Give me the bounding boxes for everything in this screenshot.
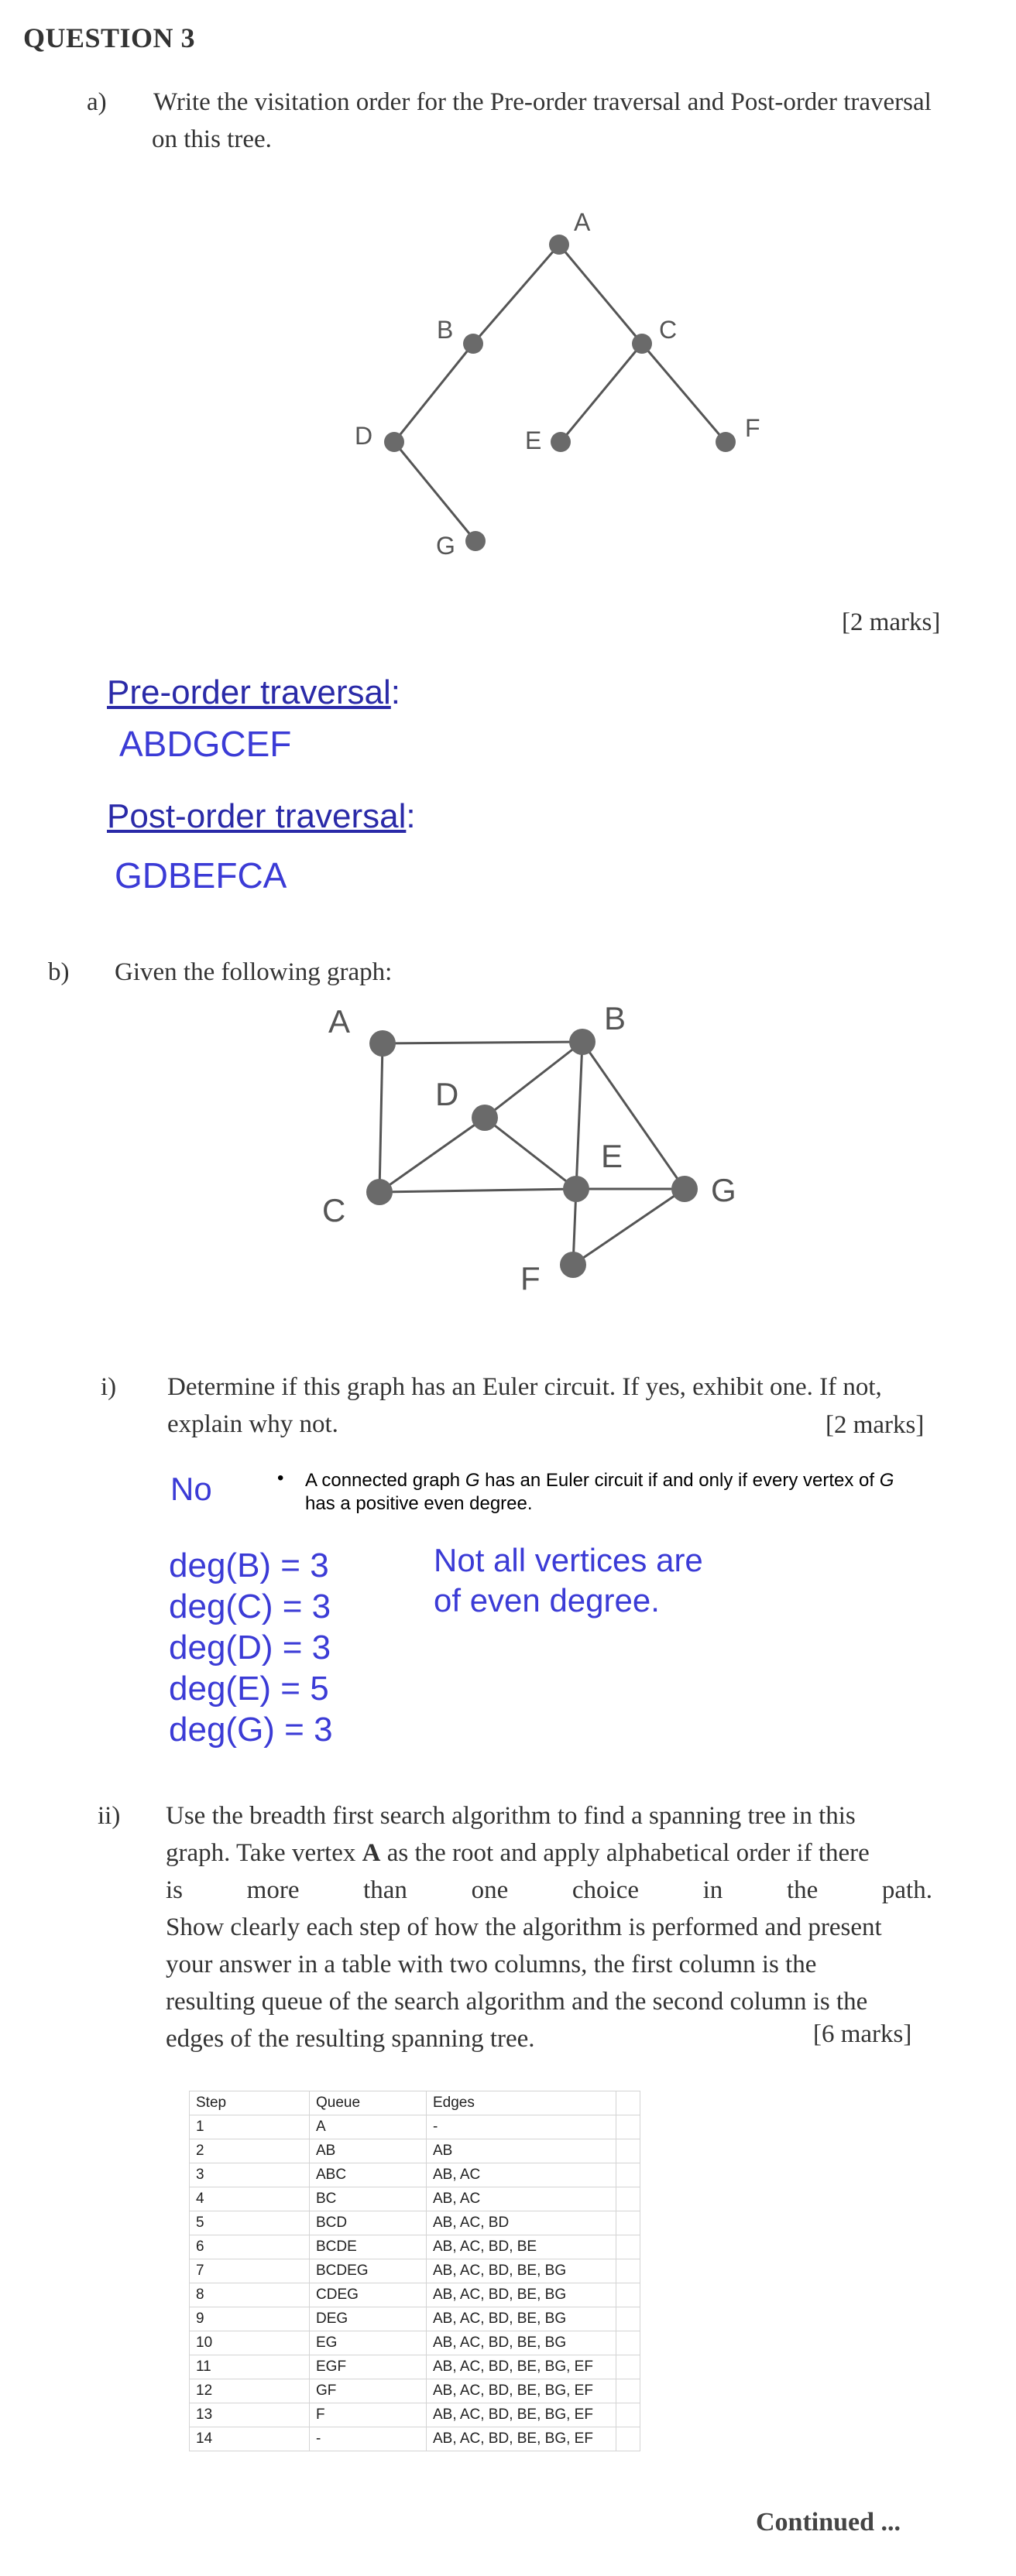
- preorder-answer: ABDGCEF: [119, 724, 292, 764]
- graph-edge-b-d: [485, 1042, 582, 1118]
- sub-ii-line6: resulting queue of the search algorithm and the second column is the: [166, 1988, 868, 2016]
- tree-edge-b-d: [394, 344, 473, 442]
- tree-edge-c-f: [642, 344, 726, 442]
- step-cell: 11: [190, 2355, 310, 2379]
- edges-cell: AB, AC: [427, 2187, 616, 2211]
- graph-label-d: D: [435, 1076, 459, 1112]
- table-row: [190, 2331, 640, 2355]
- header-blank: [616, 2091, 640, 2115]
- graph-edge-a-b: [383, 1042, 582, 1043]
- sub-ii-line2: graph. Take vertex A as the root and apply alphabetical order if there: [166, 1839, 870, 1867]
- sub-ii-line1: Use the breadth first search algorithm to find a spanning tree in this: [166, 1802, 856, 1830]
- tree-label-g: G: [436, 532, 455, 560]
- sub-ii-line3: is more than one choice in the path.: [166, 1876, 932, 1904]
- degree-c: deg(C) = 3: [169, 1588, 331, 1625]
- postorder-label: Post-order traversal: [107, 797, 407, 835]
- theorem-bullet: •: [277, 1468, 284, 1488]
- graph-label-a: A: [328, 1003, 351, 1040]
- bfs-table: [189, 2091, 640, 2451]
- tree-edges: [394, 245, 726, 541]
- edges-cell: AB, AC, BD, BE, BG, EF: [427, 2403, 616, 2427]
- table-row: [190, 2139, 640, 2163]
- edges-cell: AB, AC, BD, BE: [427, 2235, 616, 2259]
- step-cell: 5: [190, 2211, 310, 2235]
- tree-label-e: E: [525, 426, 542, 454]
- part-b-label: b): [48, 958, 70, 986]
- queue-cell: EGF: [310, 2355, 427, 2379]
- sub-ii-line5: your answer in a table with two columns, the first column is the: [166, 1951, 817, 1978]
- graph-edge-b-g: [582, 1042, 685, 1189]
- degree-note-line1: Not all vertices are: [434, 1542, 703, 1578]
- graph-node-d: [472, 1105, 498, 1131]
- edges-cell: AB, AC, BD, BE, BG: [427, 2283, 616, 2307]
- table-row: [190, 2307, 640, 2331]
- queue-cell: BC: [310, 2187, 427, 2211]
- theorem-line1: A connected graph G has an Euler circuit if and only if every vertex of G: [305, 1470, 894, 1491]
- degree-note: [434, 1540, 703, 1621]
- edges-cell: -: [427, 2115, 616, 2139]
- blank-cell: [616, 2427, 640, 2451]
- tree-node-c: [632, 334, 652, 354]
- preorder-label: Pre-order traversal: [107, 673, 391, 711]
- tree-edge-a-b: [473, 245, 559, 344]
- step-cell: 7: [190, 2259, 310, 2283]
- graph-node-c: [366, 1179, 393, 1205]
- tree-edge-d-g: [394, 442, 475, 541]
- sub-i-label: i): [101, 1373, 117, 1401]
- question-title: QUESTION 3: [23, 22, 196, 53]
- queue-cell: BCD: [310, 2211, 427, 2235]
- queue-cell: BCDEG: [310, 2259, 427, 2283]
- step-cell: 3: [190, 2163, 310, 2187]
- part-a-line2: on this tree.: [152, 125, 272, 153]
- table-row: [190, 2235, 640, 2259]
- sub-ii-line7: edges of the resulting spanning tree.: [166, 2025, 535, 2053]
- queue-cell: GF: [310, 2379, 427, 2403]
- graph-label-e: E: [601, 1138, 623, 1174]
- tree-label-a: A: [574, 208, 591, 236]
- postorder-colon: :: [406, 797, 416, 835]
- graph-label-b: B: [604, 1000, 626, 1036]
- blank-cell: [616, 2355, 640, 2379]
- blank-cell: [616, 2187, 640, 2211]
- tree-label-d: D: [355, 422, 373, 450]
- degree-b: deg(B) = 3: [169, 1547, 329, 1584]
- blank-cell: [616, 2211, 640, 2235]
- sub-ii-line4: Show clearly each step of how the algorithm is performed and present: [166, 1913, 882, 1941]
- blank-cell: [616, 2139, 640, 2163]
- graph-edge-c-e: [379, 1189, 576, 1192]
- graph-node-a: [369, 1030, 396, 1057]
- postorder-heading: [107, 797, 416, 836]
- step-cell: 9: [190, 2307, 310, 2331]
- step-cell: 14: [190, 2427, 310, 2451]
- edges-cell: AB, AC, BD, BE, BG, EF: [427, 2379, 616, 2403]
- blank-cell: [616, 2115, 640, 2139]
- step-cell: 13: [190, 2403, 310, 2427]
- table-row: [190, 2115, 640, 2139]
- step-cell: 10: [190, 2331, 310, 2355]
- tree-label-f: F: [745, 414, 760, 442]
- queue-cell: DEG: [310, 2307, 427, 2331]
- table-row: [190, 2259, 640, 2283]
- queue-cell: AB: [310, 2139, 427, 2163]
- degree-note-line2: of even degree.: [434, 1582, 660, 1619]
- blank-cell: [616, 2331, 640, 2355]
- graph-edge-a-c: [379, 1043, 383, 1192]
- table-row: [190, 2403, 640, 2427]
- step-cell: 1: [190, 2115, 310, 2139]
- edges-cell: AB, AC, BD, BE, BG, EF: [427, 2355, 616, 2379]
- step-cell: 2: [190, 2139, 310, 2163]
- blank-cell: [616, 2283, 640, 2307]
- table-row: [190, 2163, 640, 2187]
- part-b-intro: Given the following graph:: [115, 958, 393, 986]
- graph-label-c: C: [322, 1192, 346, 1228]
- queue-cell: EG: [310, 2331, 427, 2355]
- edges-cell: AB, AC, BD: [427, 2211, 616, 2235]
- preorder-colon: :: [390, 673, 401, 711]
- graph-edge-b-e: [576, 1042, 582, 1189]
- table-row: [190, 2379, 640, 2403]
- tree-node-e: [551, 432, 571, 452]
- euler-answer: No: [170, 1471, 212, 1507]
- binary-tree-diagram: [0, 0, 1016, 588]
- step-cell: 8: [190, 2283, 310, 2307]
- sub-ii-marks: [6 marks]: [813, 2020, 912, 2048]
- tree-label-c: C: [659, 316, 678, 344]
- sub-i-line2: explain why not.: [167, 1410, 338, 1438]
- tree-label-b: B: [437, 316, 454, 344]
- graph-node-g: [671, 1176, 698, 1202]
- degree-list: [169, 1545, 333, 1750]
- edges-cell: AB, AC, BD, BE, BG, EF: [427, 2427, 616, 2451]
- graph-edge-f-g: [573, 1189, 685, 1265]
- graph-node-e: [563, 1176, 589, 1202]
- theorem-line2: has a positive even degree.: [305, 1493, 533, 1514]
- queue-cell: -: [310, 2427, 427, 2451]
- sub-i-line1: Determine if this graph has an Euler circuit. If yes, exhibit one. If not,: [167, 1373, 882, 1401]
- blank-cell: [616, 2163, 640, 2187]
- graph-edges: [379, 1042, 685, 1265]
- blank-cell: [616, 2307, 640, 2331]
- graph-label-g: G: [711, 1172, 736, 1208]
- tree-node-a: [549, 235, 569, 255]
- tree-node-f: [716, 432, 736, 452]
- blank-cell: [616, 2379, 640, 2403]
- table-row: [190, 2187, 640, 2211]
- queue-cell: CDEG: [310, 2283, 427, 2307]
- header-step: Step: [190, 2091, 310, 2115]
- graph-diagram: [0, 991, 1016, 1316]
- tree-node-b: [463, 334, 483, 354]
- graph-edge-d-e: [485, 1118, 576, 1189]
- part-a-label: a): [87, 88, 107, 116]
- graph-node-f: [560, 1252, 586, 1278]
- edges-cell: AB, AC, BD, BE, BG: [427, 2331, 616, 2355]
- graph-node-b: [569, 1029, 596, 1055]
- tree-edge-c-e: [561, 344, 642, 442]
- continued-footer: Continued ...: [756, 2508, 901, 2537]
- step-cell: 4: [190, 2187, 310, 2211]
- degree-d: deg(D) = 3: [169, 1629, 331, 1667]
- part-a-line1: Write the visitation order for the Pre-order traversal and Post-order traversal: [153, 88, 932, 116]
- blank-cell: [616, 2235, 640, 2259]
- header-queue: Queue: [310, 2091, 427, 2115]
- edges-cell: AB, AC: [427, 2163, 616, 2187]
- queue-cell: ABC: [310, 2163, 427, 2187]
- degree-g: deg(G) = 3: [169, 1711, 333, 1749]
- tree-node-d: [384, 432, 404, 452]
- sub-ii-label: ii): [98, 1802, 121, 1830]
- graph-edge-c-d: [379, 1118, 485, 1192]
- sub-i-marks: [2 marks]: [826, 1411, 925, 1439]
- edges-cell: AB: [427, 2139, 616, 2163]
- table-row: [190, 2283, 640, 2307]
- blank-cell: [616, 2403, 640, 2427]
- table-row: [190, 2211, 640, 2235]
- table-row: [190, 2355, 640, 2379]
- theorem-text: [305, 1469, 894, 1516]
- tree-edge-a-c: [559, 245, 642, 344]
- tree-node-g: [465, 531, 486, 551]
- edges-cell: AB, AC, BD, BE, BG: [427, 2259, 616, 2283]
- step-cell: 12: [190, 2379, 310, 2403]
- sub-ii-text: [166, 1797, 932, 2057]
- queue-cell: A: [310, 2115, 427, 2139]
- degree-e: deg(E) = 5: [169, 1670, 329, 1708]
- queue-cell: BCDE: [310, 2235, 427, 2259]
- postorder-answer: GDBEFCA: [115, 855, 287, 896]
- bfs-header-row: [190, 2091, 640, 2115]
- preorder-heading: [107, 673, 400, 712]
- header-edges: Edges: [427, 2091, 616, 2115]
- table-row: [190, 2427, 640, 2451]
- edges-cell: AB, AC, BD, BE, BG: [427, 2307, 616, 2331]
- blank-cell: [616, 2259, 640, 2283]
- part-a-marks: [2 marks]: [842, 608, 941, 636]
- graph-label-f: F: [520, 1260, 541, 1297]
- step-cell: 6: [190, 2235, 310, 2259]
- queue-cell: F: [310, 2403, 427, 2427]
